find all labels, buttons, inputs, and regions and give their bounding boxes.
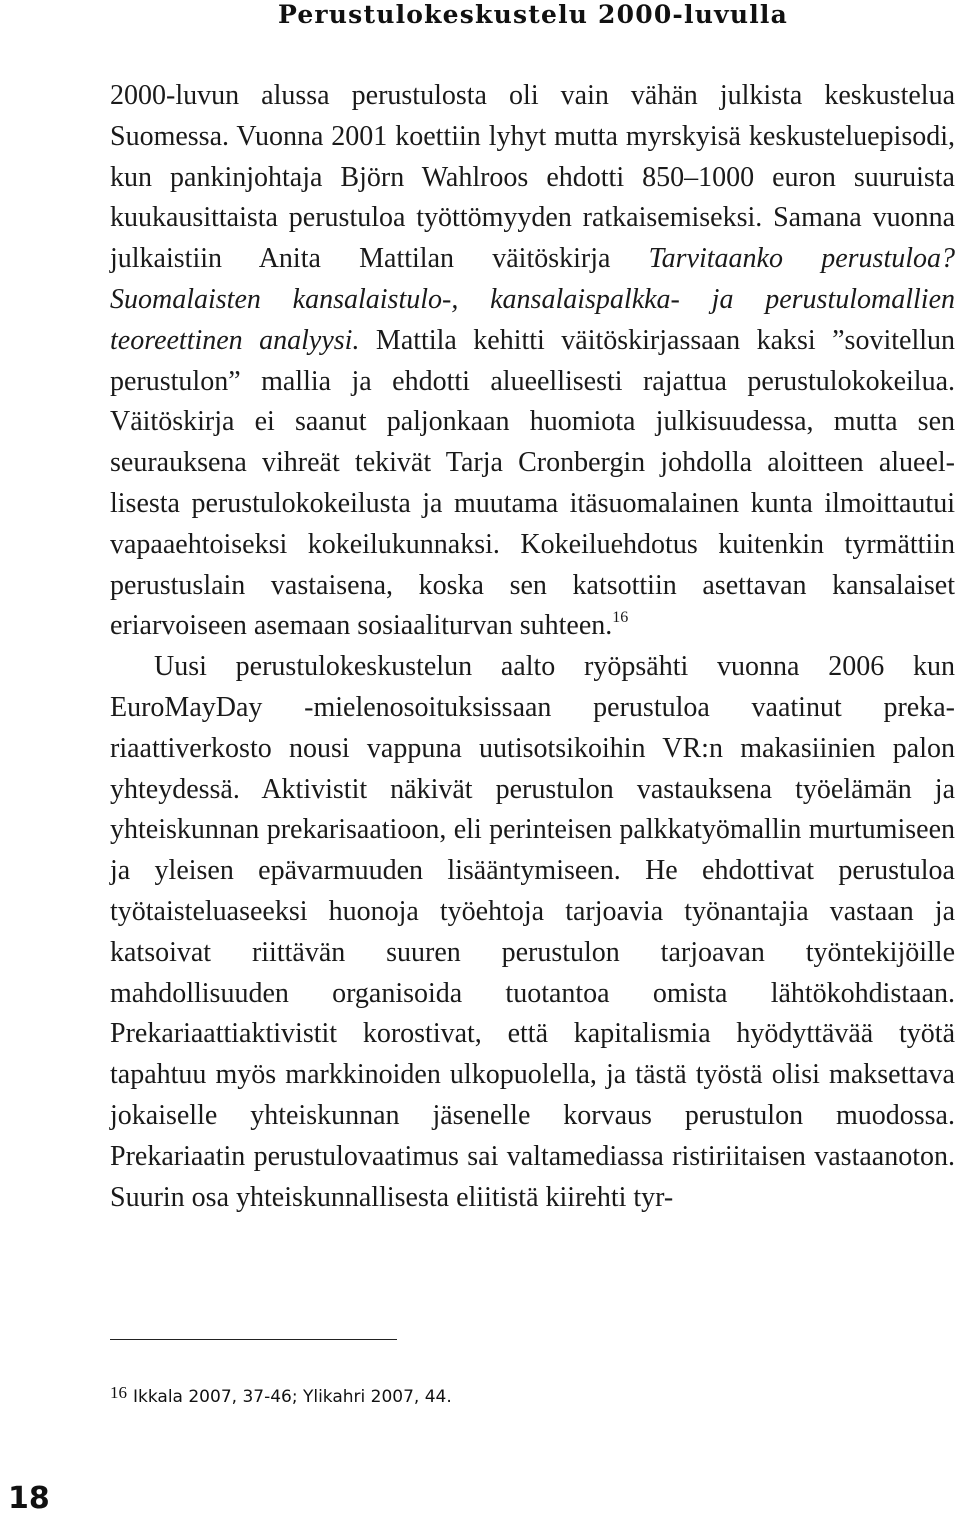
thesis-title-italic: Tarvitaanko perustuloa? Suomalaisten kansalaistulo-, kansalaispalkka- ja perustulomallien teoreettinen analyysi. <box>110 243 955 356</box>
footnote-reference[interactable]: 16 <box>612 609 629 627</box>
footnote <box>110 1383 452 1407</box>
footnote-divider <box>110 1339 397 1340</box>
section-title: Perustulokeskustelu 2000-luvulla <box>278 0 788 29</box>
page-number: 18 <box>8 1481 50 1516</box>
footnote-text: Ikkala 2007, 37-46; Ylikahri 2007, 44. <box>133 1387 452 1407</box>
footnote-number: 16 <box>110 1383 127 1402</box>
paragraph-2: Uusi perustulokeskustelun aalto ryöpsähti vuonna 2006 kun EuroMayDay -mielenosoituksissaan perustuloa vaatinut prekariaattiverkosto nousi vappuna uutisotsikoihin VR:n makasiinien palon yhteydessä. Aktivistit näkivät perustulon vastauksena työelämän ja yhteiskunnan prekarisaatioon, eli perinteisen palkkatyömallin murtumiseen ja yleisen epävarmuuden lisääntymiseen. He ehdottivat perustuloa työtaisteluaseeksi huonoja työehtoja tarjoavia työnantajia vastaan ja katsoivat riittävän suuren perustulon tarjoavan työntekijöille mahdollisuuden organisoida tuotantoa omista lähtökohdistaan. Prekariaattiaktivistit korostivat, että kapitalismia hyödyttävää työtä tapahtuu myös markkinoiden ulkopuolella, ja tästä työstä olisi maksettava jokaiselle yhteiskunnan jäsenelle korvaus perustulon muodossa. Prekariaatin perustulovaatimus sai valtamediassa ristiriitaisen vastaanoton. Suurin osa yhteiskunnallisesta eliitistä kiirehti tyr- <box>110 651 955 1213</box>
body-text <box>110 76 955 1218</box>
paragraph-1-text-a: 2000-luvun alussa perustulosta oli vain vähän julkista keskustelua Suomessa. Vuonna 2001 koettiin lyhyt mutta myrskyisä keskusteluepisodi, kun pankinjohtaja Björn Wahlroos ehdotti 850–1000 euron suuruista kuukausittaista perustuloa työttömyyden ratkaisemiseksi. Samana vuonna julkaistiin Anita Mattilan väitöskirja <box>110 80 955 275</box>
paragraph-1 <box>110 76 955 647</box>
paragraph-1-text-b: Mattila kehitti väitöskirjassaan kaksi ”sovitellun perustulon” mallia ja ehdotti alueellisesti rajattua perustulokokeilua. Väitöskirja ei saanut paljonkaan huomiota julkisuudessa, mutta sen seurauksena vihreät tekivät Tarja Cronbergin johdolla aloitteen alueellisesta perustulokokeilusta ja muutama itäsuomalainen kunta ilmoittautui vapaaehtoiseksi kokeilukunnaksi. Kokeiluehdotus kuitenkin tyrmättiin perustuslain vastaisena, koska sen katsottiin asettavan kansalaiset eriarvoiseen asemaan sosiaaliturvan suhteen. <box>110 324 956 642</box>
